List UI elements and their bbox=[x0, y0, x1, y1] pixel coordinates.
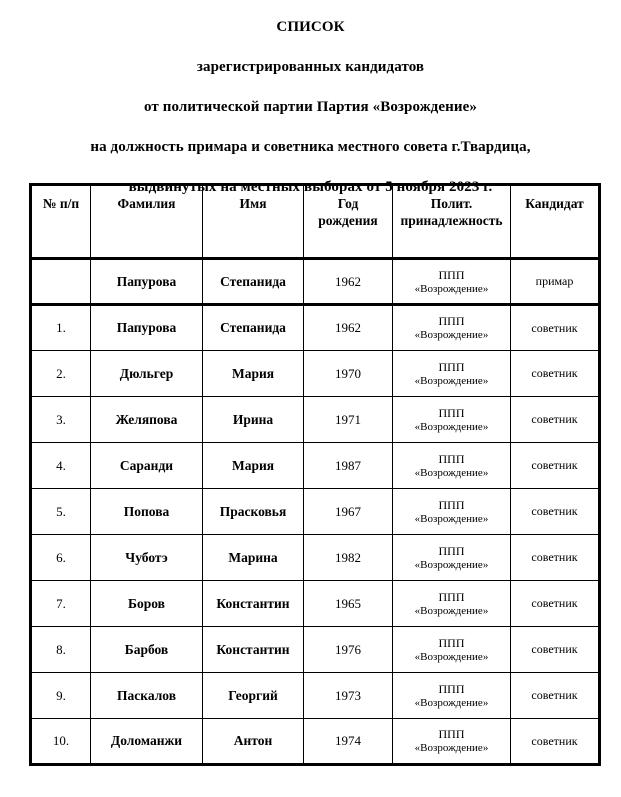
candidate-role-cell: советник bbox=[511, 351, 600, 397]
table-row bbox=[31, 259, 600, 305]
row-number-cell: 2. bbox=[31, 351, 91, 397]
affiliation-name: «Возрождение» bbox=[414, 329, 489, 341]
given-name-cell: Константин bbox=[203, 627, 304, 673]
table-row bbox=[31, 397, 600, 443]
table-header-row bbox=[31, 185, 600, 259]
column-header-given-name: Имя bbox=[203, 185, 304, 259]
column-header-number: № п/п bbox=[31, 185, 91, 259]
affiliation-name: «Возрождение» bbox=[414, 512, 489, 525]
affiliation-cell bbox=[393, 397, 511, 443]
candidate-role-cell: советник bbox=[511, 443, 600, 489]
surname-cell: Саранди bbox=[91, 443, 203, 489]
surname-cell: Доломанжи bbox=[91, 719, 203, 765]
affiliation-name: «Возрождение» bbox=[414, 650, 489, 663]
row-number-cell: 10. bbox=[31, 719, 91, 765]
given-name-cell: Ирина bbox=[203, 397, 304, 443]
candidate-role-cell: советник bbox=[511, 535, 600, 581]
candidate-role-cell: советник bbox=[511, 627, 600, 673]
candidate-role-cell: советник bbox=[511, 673, 600, 719]
affiliation-abbr: ППП bbox=[438, 314, 465, 328]
affiliation-cell bbox=[393, 581, 511, 627]
affiliation-name: «Возрождение» bbox=[414, 558, 489, 571]
table-row bbox=[31, 627, 600, 673]
affiliation-abbr: ППП bbox=[438, 589, 465, 604]
given-name-cell: Мария bbox=[203, 351, 304, 397]
candidates-table bbox=[29, 183, 601, 766]
column-header-affiliation-line2: принадлежность bbox=[400, 213, 503, 228]
column-header-candidate: Кандидат bbox=[511, 185, 600, 259]
birth-year-cell: 1967 bbox=[304, 489, 393, 535]
candidate-role-cell: советник bbox=[511, 489, 600, 535]
surname-cell: Желяпова bbox=[91, 397, 203, 443]
column-header-birth-year-line1: Год bbox=[337, 196, 359, 211]
table-row bbox=[31, 443, 600, 489]
surname-cell: Папурова bbox=[91, 305, 203, 351]
title-line-2: зарегистрированных кандидатов bbox=[196, 59, 425, 75]
surname-cell: Паскалов bbox=[91, 673, 203, 719]
given-name-cell: Мария bbox=[203, 443, 304, 489]
candidate-role-cell: советник bbox=[511, 581, 600, 627]
affiliation-abbr: ППП bbox=[438, 543, 465, 558]
birth-year-cell: 1970 bbox=[304, 351, 393, 397]
affiliation-cell bbox=[393, 259, 511, 305]
table-row bbox=[31, 673, 600, 719]
birth-year-cell: 1962 bbox=[304, 305, 393, 351]
affiliation-abbr: ППП bbox=[438, 451, 465, 466]
birth-year-cell: 1982 bbox=[304, 535, 393, 581]
affiliation-cell bbox=[393, 719, 511, 765]
row-number-cell: 4. bbox=[31, 443, 91, 489]
surname-cell: Чуботэ bbox=[91, 535, 203, 581]
given-name-cell: Степанида bbox=[203, 305, 304, 351]
birth-year-cell: 1974 bbox=[304, 719, 393, 765]
surname-cell: Боров bbox=[91, 581, 203, 627]
row-number-cell bbox=[31, 259, 91, 305]
candidate-role-cell: советник bbox=[511, 305, 600, 351]
table-row bbox=[31, 535, 600, 581]
surname-cell: Барбов bbox=[91, 627, 203, 673]
birth-year-cell: 1965 bbox=[304, 581, 393, 627]
affiliation-cell bbox=[393, 443, 511, 489]
birth-year-cell: 1973 bbox=[304, 673, 393, 719]
surname-cell: Папурова bbox=[91, 259, 203, 305]
given-name-cell: Георгий bbox=[203, 673, 304, 719]
column-header-surname: Фамилия bbox=[91, 185, 203, 259]
affiliation-abbr: ППП bbox=[438, 681, 465, 696]
affiliation-cell bbox=[393, 535, 511, 581]
birth-year-cell: 1971 bbox=[304, 397, 393, 443]
candidate-role-cell: советник bbox=[511, 397, 600, 443]
affiliation-abbr: ППП bbox=[438, 497, 465, 512]
affiliation-abbr: ППП bbox=[438, 727, 465, 741]
birth-year-cell: 1962 bbox=[304, 259, 393, 305]
surname-cell: Дюльгер bbox=[91, 351, 203, 397]
affiliation-cell bbox=[393, 489, 511, 535]
affiliation-name: «Возрождение» bbox=[414, 696, 489, 709]
column-header-birth-year bbox=[304, 185, 393, 259]
title-line-3: от политической партии Партия «Возрождение» bbox=[144, 99, 477, 115]
affiliation-name: «Возрождение» bbox=[414, 282, 489, 295]
surname-cell: Попова bbox=[91, 489, 203, 535]
affiliation-abbr: ППП bbox=[438, 405, 465, 420]
affiliation-name: «Возрождение» bbox=[414, 466, 489, 479]
affiliation-abbr: ППП bbox=[438, 635, 465, 650]
affiliation-name: «Возрождение» bbox=[414, 604, 489, 617]
row-number-cell: 6. bbox=[31, 535, 91, 581]
affiliation-name: «Возрождение» bbox=[414, 374, 489, 387]
affiliation-abbr: ППП bbox=[438, 359, 465, 374]
affiliation-name: «Возрождение» bbox=[414, 420, 489, 433]
table-row bbox=[31, 489, 600, 535]
row-number-cell: 7. bbox=[31, 581, 91, 627]
birth-year-cell: 1976 bbox=[304, 627, 393, 673]
given-name-cell: Константин bbox=[203, 581, 304, 627]
table-row bbox=[31, 305, 600, 351]
table-row bbox=[31, 581, 600, 627]
title-line-4: на должность примара и советника местного совета г.Твардица, bbox=[90, 139, 531, 155]
document-title-block bbox=[0, 0, 621, 195]
given-name-cell: Прасковья bbox=[203, 489, 304, 535]
affiliation-abbr: ППП bbox=[438, 267, 465, 282]
given-name-cell: Антон bbox=[203, 719, 304, 765]
row-number-cell: 3. bbox=[31, 397, 91, 443]
affiliation-cell bbox=[393, 351, 511, 397]
column-header-birth-year-line2: рождения bbox=[318, 213, 378, 228]
candidate-role-cell: примар bbox=[511, 259, 600, 305]
title-line-1: СПИСОК bbox=[276, 19, 345, 35]
title-line-5: выдвинутых на местных выборах от 5 ноября 2023 г. bbox=[128, 179, 493, 195]
given-name-cell: Марина bbox=[203, 535, 304, 581]
row-number-cell: 5. bbox=[31, 489, 91, 535]
birth-year-cell: 1987 bbox=[304, 443, 393, 489]
column-header-affiliation bbox=[393, 185, 511, 259]
table-row bbox=[31, 719, 600, 765]
affiliation-cell bbox=[393, 627, 511, 673]
candidate-role-cell: советник bbox=[511, 719, 600, 765]
row-number-cell: 9. bbox=[31, 673, 91, 719]
table-row bbox=[31, 351, 600, 397]
candidates-table-wrapper bbox=[29, 183, 598, 766]
affiliation-cell bbox=[393, 305, 511, 351]
row-number-cell: 1. bbox=[31, 305, 91, 351]
affiliation-cell bbox=[393, 673, 511, 719]
row-number-cell: 8. bbox=[31, 627, 91, 673]
table-body bbox=[31, 259, 600, 765]
affiliation-name: «Возрождение» bbox=[414, 742, 489, 754]
column-header-affiliation-line1: Полит. bbox=[430, 196, 473, 211]
given-name-cell: Степанида bbox=[203, 259, 304, 305]
